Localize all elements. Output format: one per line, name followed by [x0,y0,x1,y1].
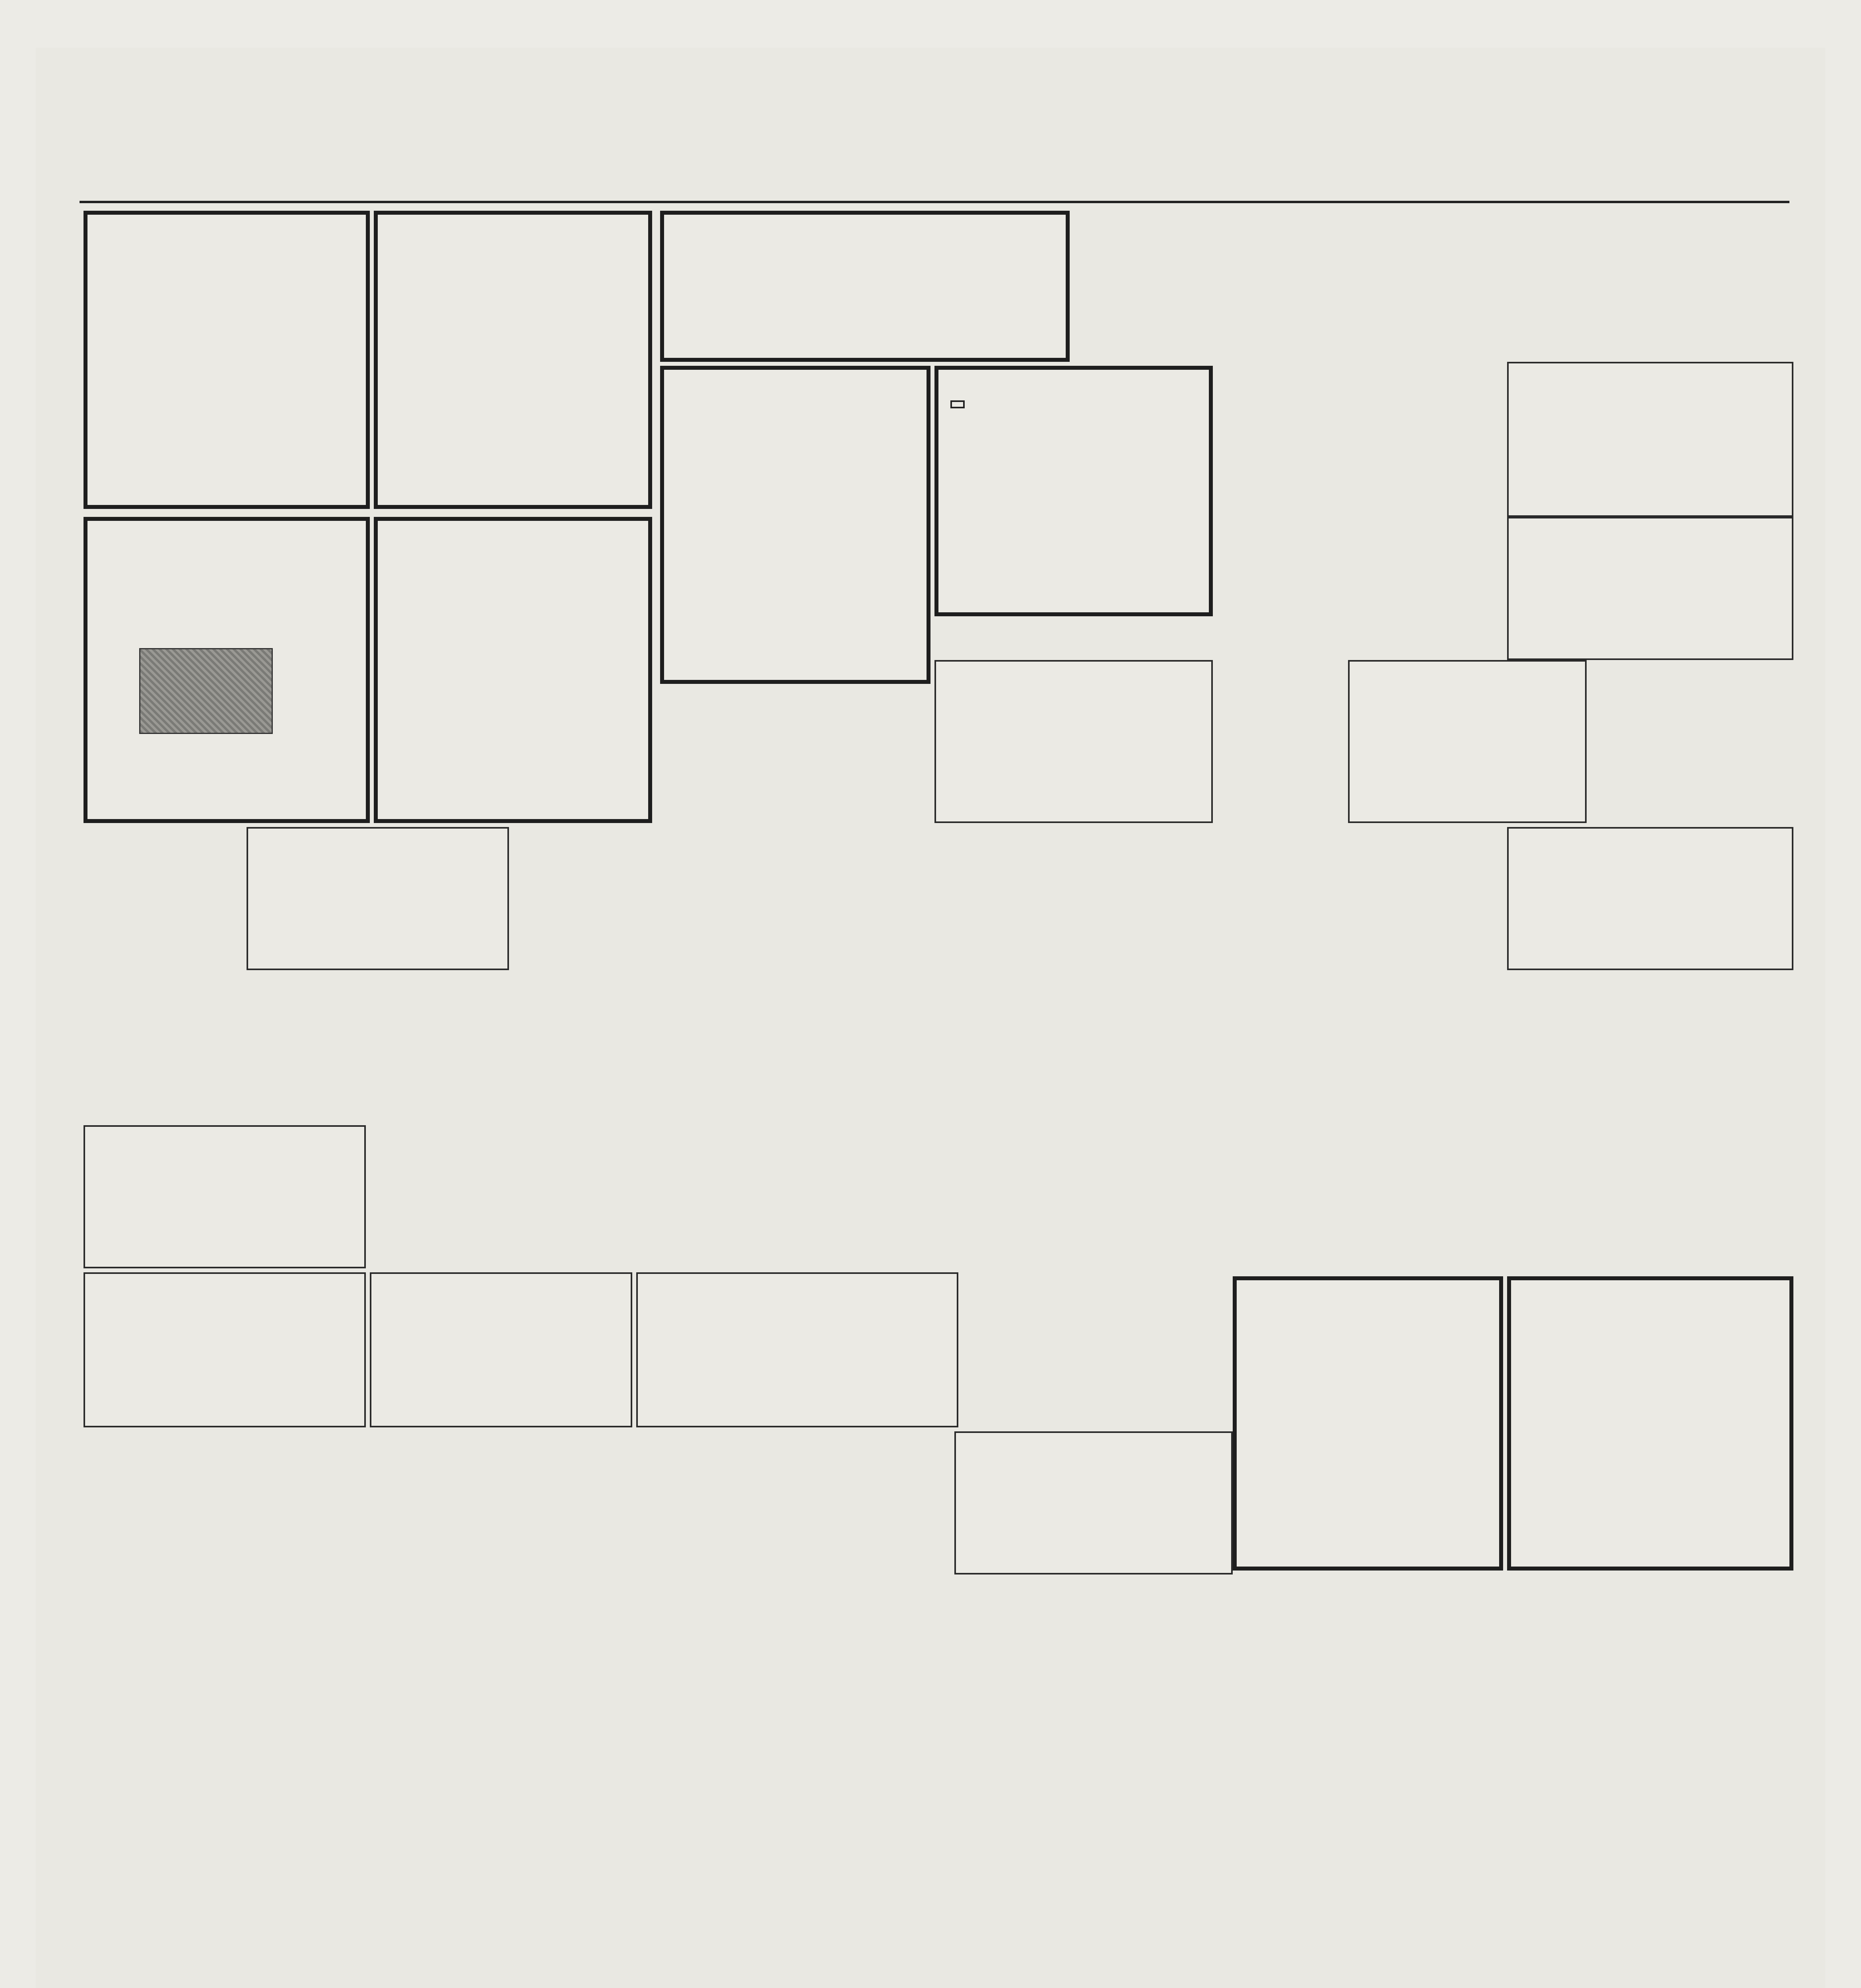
ad-hair-salon [374,211,652,509]
ad-urgent-hire [636,1272,958,1427]
ad-new-house-sale [1507,827,1793,970]
ad-recruit [84,1272,366,1427]
ad-sparwood [660,211,1070,362]
ad-part-time-female [247,827,509,970]
ad-realtor-grace [84,517,370,823]
ad-saskatchewan-restaurant [660,366,930,684]
ad-sewing-supervisor [1233,1276,1503,1571]
house-photo [139,648,273,734]
page-header [398,119,1789,207]
ad-jinbi-open-house [934,660,1213,823]
ad-promoter [84,1125,366,1268]
ad-brand [950,400,965,408]
ad-princeton [1348,660,1587,823]
ad-profit-restaurant [1507,517,1793,660]
ad-chinatown-cook [954,1431,1233,1574]
ad-earn-money [84,211,370,509]
ad-experienced-sewer [370,1272,632,1427]
ad-garment-factory [1507,1276,1793,1571]
ad-famous-restaurant [1507,362,1793,517]
header-rule [80,201,1789,203]
ad-owner-sale [374,517,652,823]
ad-hotel-sale [934,366,1213,616]
